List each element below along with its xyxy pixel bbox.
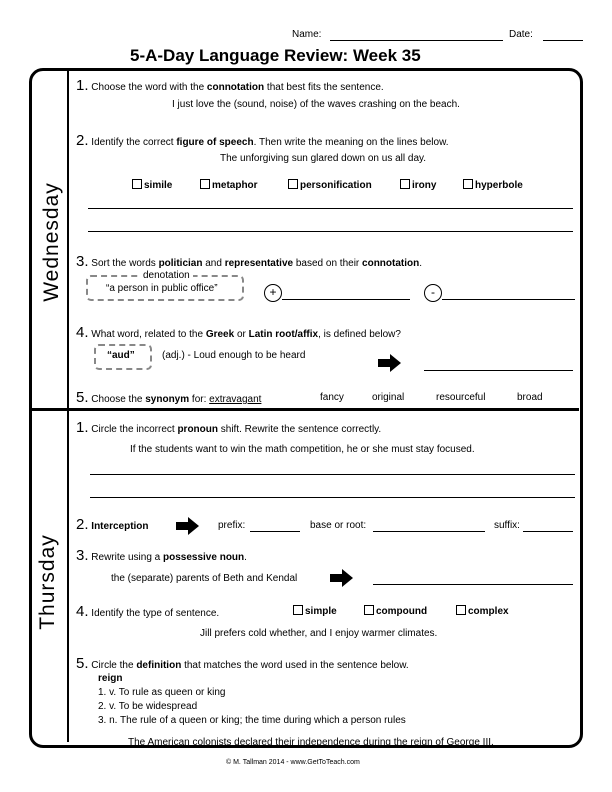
definition-option-2[interactable]: 2. v. To be widespread [98,701,198,712]
thu-q5-sentence: The American colonists declared their independence during the reign of George III. [128,737,494,748]
root-answer-line[interactable] [424,370,573,371]
plus-icon: + [264,284,282,302]
day-divider [31,408,579,411]
name-field[interactable] [330,40,503,41]
definition-option-1[interactable]: 1. v. To rule as queen or king [98,687,226,698]
option-compound[interactable]: compound [364,605,427,617]
thu-q1-sentence: If the students want to win the math competition, he or she must stay focused. [130,444,475,455]
wed-q2: 2. Identify the correct figure of speech. Then write the meaning on the lines below. [76,132,449,149]
option-irony[interactable]: irony [400,179,436,191]
wed-q3: 3. Sort the words politician and representative based on their connotation. [76,253,423,270]
thu-q4: 4. Identify the type of sentence. [76,603,220,620]
definition-option-3[interactable]: 3. n. The rule of a queen or king; the time during which a person rules [98,715,406,726]
synonym-option-fancy[interactable]: fancy [320,392,344,403]
negative-answer-line[interactable] [442,299,575,300]
wed-q1-sentence: I just love the (sound, noise) of the waves crashing on the beach. [172,99,460,110]
possessive-phrase: the (separate) parents of Beth and Kendal [111,573,298,584]
option-metaphor[interactable]: metaphor [200,179,258,191]
thu-q1: 1. Circle the incorrect pronoun shift. Rewrite the sentence correctly. [76,419,382,436]
root-text: “aud” [107,350,135,361]
root-field[interactable] [373,531,485,532]
answer-line[interactable] [88,208,573,209]
day-label-wednesday: Wednesday [39,182,63,302]
wed-q2-sentence: The unforgiving sun glared down on us all day. [220,153,427,164]
answer-line[interactable] [90,497,575,498]
option-simple[interactable]: simple [293,605,337,617]
option-personification[interactable]: personification [288,179,372,191]
thu-q5: 5. Circle the definition that matches the word used in the sentence below. [76,655,409,672]
thu-q3: 3. Rewrite using a possessive noun. [76,547,247,564]
suffix-field[interactable] [523,531,573,532]
synonym-option-original[interactable]: original [372,392,405,403]
page-title: 5-A-Day Language Review: Week 35 [130,46,421,65]
column-divider [67,70,69,742]
wed-q4: 4. What word, related to the Greek or Latin root/affix, is defined below? [76,324,401,341]
possessive-answer-line[interactable] [373,584,573,585]
option-simile[interactable]: simile [132,179,172,191]
prefix-field[interactable] [250,531,300,532]
synonym-option-broad[interactable]: broad [517,392,543,403]
positive-answer-line[interactable] [282,299,410,300]
footer-copyright: © M. Tallman 2014 - www.GetToTeach.com [226,759,360,766]
denotation-label: denotation [140,270,193,281]
wed-q5: 5. Choose the synonym for: extravagant [76,389,262,406]
denotation-text: “a person in public office” [106,283,218,294]
option-complex[interactable]: complex [456,605,509,617]
name-label: Name: [292,29,322,40]
synonym-option-resourceful[interactable]: resourceful [436,392,486,403]
date-field[interactable] [543,40,583,41]
thu-q2: 2. Interception [76,516,149,533]
thu-q4-sentence: Jill prefers cold whether, and I enjoy warmer climates. [200,628,438,639]
root-label: base or root: [310,520,367,531]
answer-line[interactable] [90,474,575,475]
day-label-thursday: Thursday [35,534,59,630]
suffix-label: suffix: [494,520,520,531]
date-label: Date: [509,29,533,40]
definition-text: (adj.) - Loud enough to be heard [162,350,306,361]
answer-line[interactable] [88,231,573,232]
wed-q1: 1. Choose the word with the connotation that best fits the sentence. [76,77,384,94]
prefix-label: prefix: [218,520,246,531]
option-hyperbole[interactable]: hyperbole [463,179,523,191]
vocab-word: reign [98,673,123,684]
minus-icon: - [424,284,442,302]
